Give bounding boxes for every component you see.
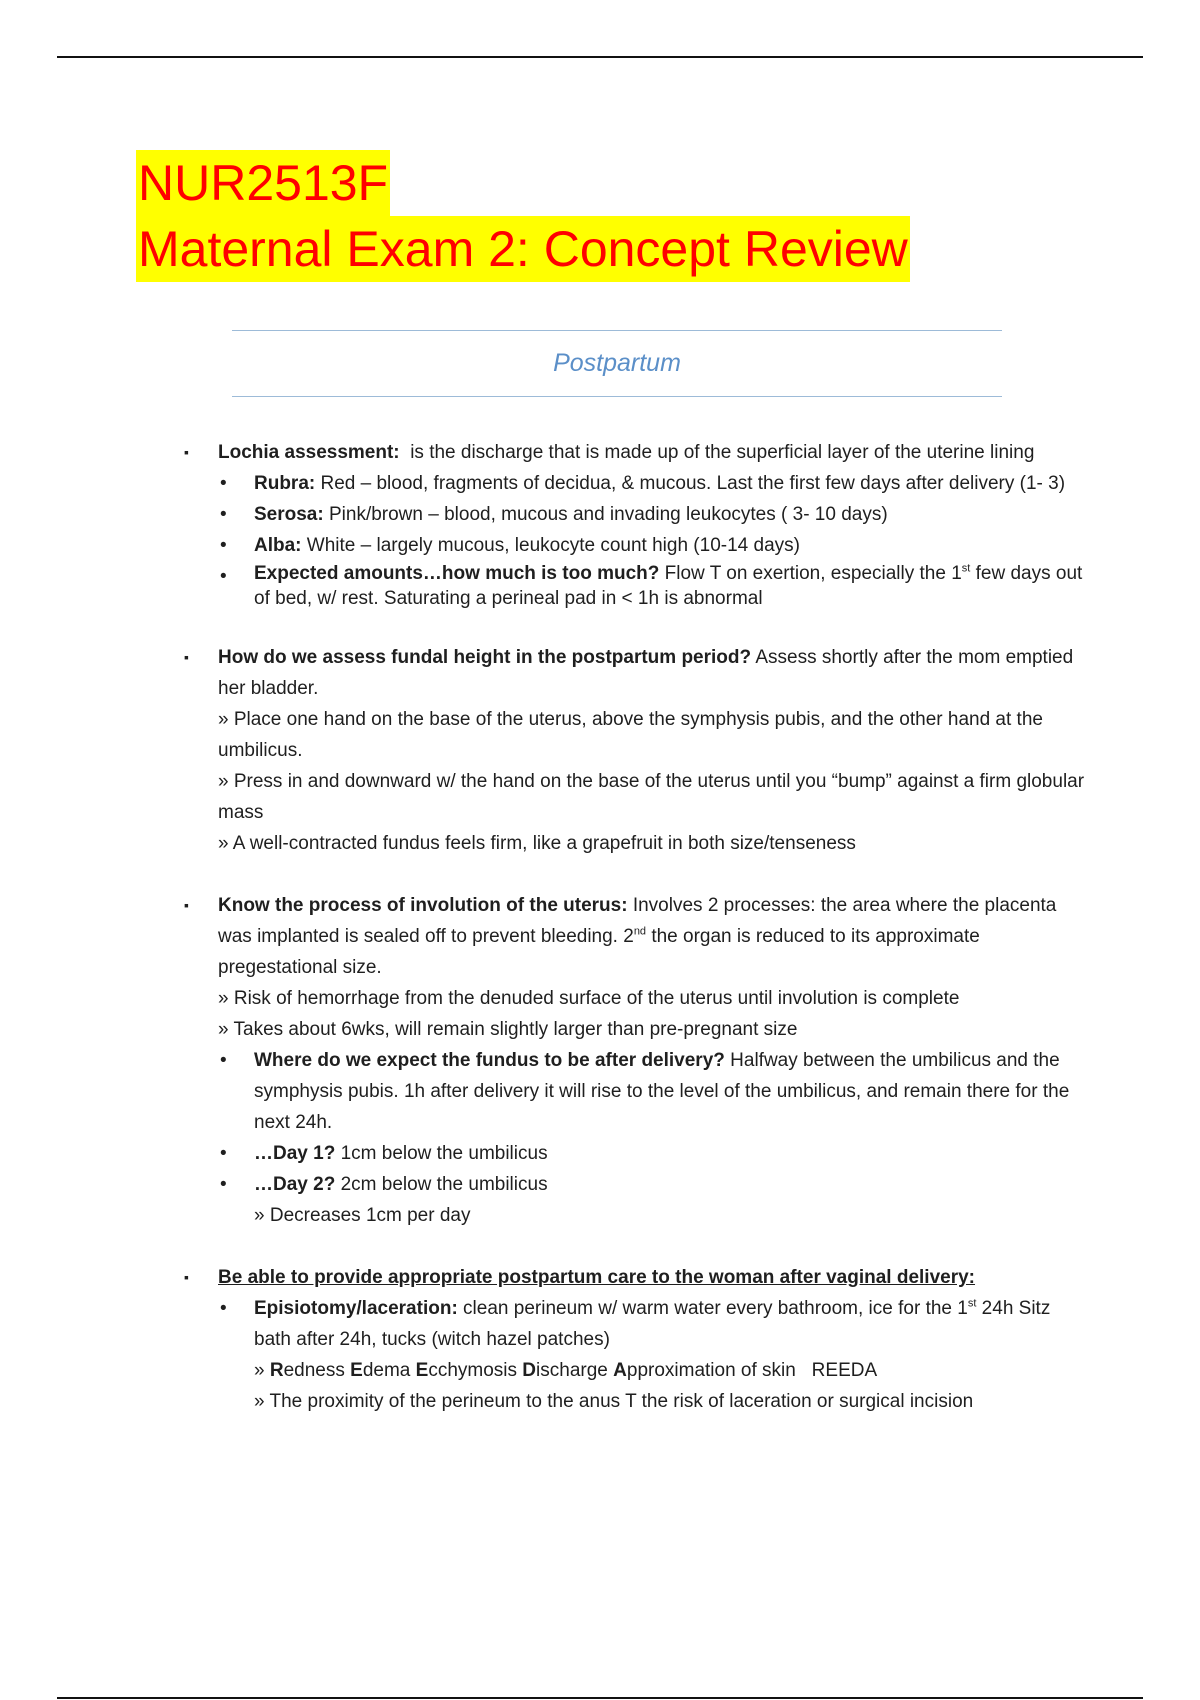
day2-text: 2cm below the umbilicus xyxy=(335,1174,548,1195)
episiotomy-text-cont: 24h Sitz bath after 24h, tucks (witch hazel patches) xyxy=(254,1298,1051,1350)
fundal-text: Assess shortly after the mom emptied her bladder. xyxy=(218,647,1074,699)
list-item xyxy=(254,561,1088,611)
bullet-icon xyxy=(220,499,227,530)
involution-text-cont: the organ is reduced to its approximate pregestational size. xyxy=(218,926,980,978)
episiotomy-text: clean perineum w/ warm water every bathroom, ice for the 1 xyxy=(457,1298,968,1319)
bullet-icon xyxy=(220,1138,227,1169)
serosa-label: Serosa: xyxy=(254,504,324,525)
lochia-label: Lochia assessment: xyxy=(218,442,400,463)
serosa-text: Pink/brown – blood, mucous and invading leukocytes ( 3- 10 days) xyxy=(323,504,888,525)
square-bullet-icon xyxy=(184,890,192,921)
list-item xyxy=(254,1138,1088,1169)
rubra-label: Rubra: xyxy=(254,473,316,494)
expected-text: Flow T on exertion, especially the 1 xyxy=(659,563,962,584)
course-code: NUR2513F xyxy=(136,150,390,216)
reeda-e: E xyxy=(350,1360,363,1381)
reeda-edema: dema xyxy=(362,1360,416,1381)
episiotomy-label: Episiotomy/laceration: xyxy=(254,1298,458,1319)
alba-label: Alba: xyxy=(254,535,302,556)
proximity-note: » The proximity of the perineum to the anus T the risk of laceration or surgical incision xyxy=(254,1391,974,1412)
top-rule xyxy=(57,56,1143,58)
expected-text-cont: few days out of bed, w/ rest. Saturating a perineal pad in < 1h is abnormal xyxy=(254,563,1083,609)
document-title xyxy=(136,150,910,282)
topic-lochia xyxy=(218,437,1088,611)
care-list xyxy=(218,1293,1088,1355)
lochia-intro xyxy=(218,437,1088,468)
care-label: Be able to provide appropriate postpartum care to the woman after vaginal delivery: xyxy=(218,1267,976,1288)
section-heading xyxy=(232,330,1002,397)
superscript: st xyxy=(961,562,971,575)
reeda-discharge: ischarge xyxy=(536,1360,614,1381)
reeda-approximation: pproximation of skin REEDA xyxy=(626,1360,878,1381)
day1-label: …Day 1? xyxy=(254,1143,336,1164)
alba-text: White – largely mucous, leukocyte count high (10-14 days) xyxy=(301,535,800,556)
where-text: Halfway between the umbilicus and the symphysis pubis. 1h after delivery it will rise to the level of the umbilicus, and remain there for the next 24h. xyxy=(254,1050,1070,1133)
square-bullet-icon xyxy=(184,437,192,468)
day2-label: …Day 2? xyxy=(254,1174,336,1195)
section-rule-bottom xyxy=(232,396,1002,397)
reeda-line xyxy=(218,1355,1088,1386)
involution-note-2: » Takes about 6wks, will remain slightly larger than pre-pregnant size xyxy=(218,1019,798,1040)
list-item xyxy=(254,499,1088,530)
bullet-icon xyxy=(220,530,227,561)
list-item xyxy=(254,468,1088,499)
lochia-types xyxy=(218,468,1088,611)
reeda-r: R xyxy=(269,1360,284,1381)
involution-note-1: » Risk of hemorrhage from the denuded surface of the uterus until involution is complete xyxy=(218,988,960,1009)
day1-text: 1cm below the umbilicus xyxy=(335,1143,548,1164)
reeda-prefix: » xyxy=(254,1360,270,1381)
list-item xyxy=(254,1045,1088,1138)
bullet-icon xyxy=(220,1169,227,1200)
lochia-text: is the discharge that is made up of the superficial layer of the uterine lining xyxy=(399,442,1035,463)
superscript: st xyxy=(967,1297,977,1310)
decrease-note: » Decreases 1cm per day xyxy=(254,1205,471,1226)
reeda-redness: edness xyxy=(283,1360,351,1381)
involution-intro xyxy=(218,890,1088,983)
bottom-rule xyxy=(57,1697,1143,1699)
where-label: Where do we expect the fundus to be after delivery? xyxy=(254,1050,725,1071)
fundal-intro xyxy=(218,642,1088,704)
square-bullet-icon xyxy=(184,1262,192,1293)
bullet-icon xyxy=(220,1293,227,1324)
expected-label: Expected amounts…how much is too much? xyxy=(254,563,660,584)
reeda-a: A xyxy=(613,1360,627,1381)
notes-body xyxy=(218,437,1088,1448)
involution-text: Involves 2 processes: the area where the placenta was implanted is sealed off to prevent bleeding. 2 xyxy=(218,895,1057,947)
fundal-step-1: » Place one hand on the base of the uterus, above the symphysis pubis, and the other hand at the umbilicus. xyxy=(218,709,1043,761)
fundal-step-2: » Press in and downward w/ the hand on the base of the uterus until you “bump” against a firm globular mass xyxy=(218,771,1085,823)
care-intro xyxy=(218,1262,1088,1293)
topic-postpartum-care xyxy=(218,1262,1088,1417)
involution-label: Know the process of involution of the uterus: xyxy=(218,895,628,916)
rubra-text: Red – blood, fragments of decidua, & mucous. Last the first few days after delivery (1- 3) xyxy=(315,473,1066,494)
topic-list xyxy=(218,437,1088,1417)
bullet-icon xyxy=(220,1045,227,1076)
fundal-step-3: » A well-contracted fundus feels firm, like a grapefruit in both size/tenseness xyxy=(218,833,856,854)
list-item xyxy=(254,1293,1088,1355)
topic-fundal-height xyxy=(218,642,1088,859)
bullet-icon xyxy=(220,561,227,592)
topic-involution xyxy=(218,890,1088,1231)
list-item xyxy=(254,530,1088,561)
reeda-d: D xyxy=(522,1360,537,1381)
square-bullet-icon xyxy=(184,642,192,673)
superscript: nd xyxy=(633,925,647,938)
list-item xyxy=(254,1169,1088,1200)
exam-title: Maternal Exam 2: Concept Review xyxy=(136,216,910,282)
reeda-ecchymosis: cchymosis xyxy=(428,1360,523,1381)
bullet-icon xyxy=(220,468,227,499)
fundal-label: How do we assess fundal height in the postpartum period? xyxy=(218,647,752,668)
fundus-location-list xyxy=(218,1045,1088,1200)
section-rule-top xyxy=(232,330,1002,331)
reeda-ec: E xyxy=(415,1360,429,1381)
section-title: Postpartum xyxy=(553,349,681,377)
